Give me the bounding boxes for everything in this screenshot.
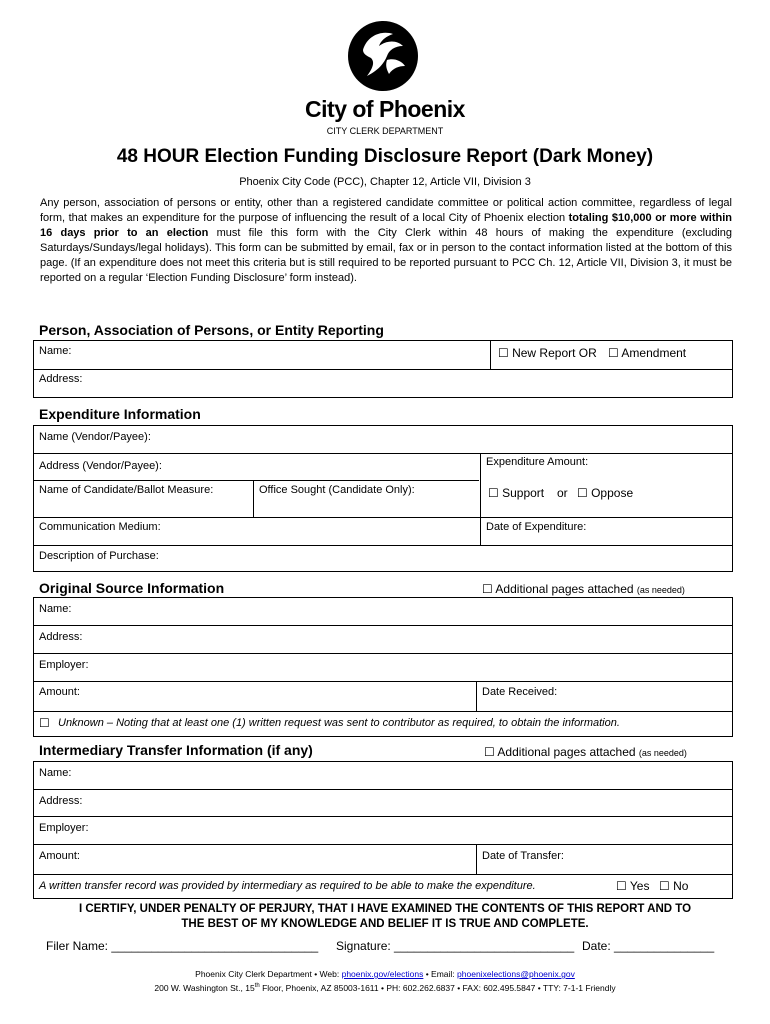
office-sought-label: Office Sought (Candidate Only): — [259, 484, 415, 496]
source-additional-checkbox[interactable]: ☐ Additional pages attached — [482, 582, 634, 596]
intermediary-additional-pages[interactable] — [484, 745, 687, 759]
transfer-yes-checkbox[interactable]: ☐ Yes — [616, 879, 650, 893]
footer-email-link[interactable]: phoenixelections@phoenix.gov — [457, 969, 575, 979]
intermediary-name-label: Name: — [39, 767, 72, 779]
footer-address-b: Floor, Phoenix, AZ 85003-1611 • PH: 602.262.6837 • FAX: 602.495.5847 • TTY: 7-1-1 Friendly — [259, 982, 616, 993]
vendor-address-label: Address (Vendor/Payee): — [39, 460, 162, 472]
expenditure-amount-label: Expenditure Amount: — [486, 456, 589, 468]
expenditure-grid — [33, 425, 733, 572]
intro-text-1: Any person, association of persons or entity, other than a registered candidate committee or political action committee, regardless of legal form, that makes an expenditure for the purpose of influencing the result of a local City of Phoenix election — [40, 197, 732, 225]
purchase-description-label: Description of Purchase: — [39, 550, 159, 562]
vendor-name-label: Name (Vendor/Payee): — [39, 431, 151, 443]
unknown-statement: Unknown – Noting that at least one (1) written request was sent to contributor as required, to obtain the information. — [58, 717, 620, 729]
date-of-transfer-label: Date of Transfer: — [482, 850, 564, 862]
support-checkbox[interactable]: ☐ Support — [488, 486, 545, 500]
support-or-text: or — [557, 486, 568, 500]
section-heading-reporting: Person, Association of Persons, or Entity Reporting — [39, 322, 384, 338]
department-name: CITY CLERK DEPARTMENT — [326, 126, 444, 136]
source-additional-pages[interactable] — [482, 582, 685, 596]
intermediary-amount-label: Amount: — [39, 850, 80, 862]
reporting-name-label: Name: — [39, 345, 72, 357]
source-address-label: Address: — [39, 631, 83, 643]
source-amount-label: Amount: — [39, 686, 80, 698]
source-as-needed-note: (as needed) — [636, 585, 685, 595]
intermediary-address-label: Address: — [39, 795, 83, 807]
footer-contact — [0, 968, 770, 994]
section-heading-expenditure: Expenditure Information — [39, 406, 201, 422]
certification-line-1: I CERTIFY, UNDER PENALTY OF PERJURY, THAT I HAVE EXAMINED THE CONTENTS OF THIS REPORT AND TO — [78, 903, 692, 915]
org-name: City of Phoenix — [305, 96, 465, 122]
reporting-grid — [33, 340, 733, 398]
footer-line-1 — [0, 968, 770, 980]
intermediary-as-needed-note: (as needed) — [638, 748, 687, 758]
oppose-checkbox[interactable]: ☐ Oppose — [577, 486, 634, 500]
page-title: 48 HOUR Election Funding Disclosure Report (Dark Money) — [116, 146, 654, 167]
intro-text-2: must file this form with the City Clerk within 48 hours of making the expenditure (excluding Saturdays/Sundays/legal holidays). This form can be submitted by email, fax or in person to the contact information listed at the bottom of this page. (If an expenditure does not meet this criteria but is still required to be reported pursuant to PCC Ch. 12, Article VII, Division 3, it must be reported on a regular ‘Election Funding Disclosure’ form instead). — [40, 227, 732, 285]
phoenix-bird-logo — [347, 20, 419, 92]
communication-medium-label: Communication Medium: — [39, 521, 161, 533]
original-source-grid — [33, 597, 733, 737]
transfer-record-statement: A written transfer record was provided by intermediary as required to be able to make the expenditure. — [39, 880, 536, 892]
certification-line-2: THE BEST OF MY KNOWLEDGE AND BELIEF IT IS TRUE AND COMPLETE. — [181, 918, 589, 930]
intermediary-additional-checkbox[interactable]: ☐ Additional pages attached — [484, 745, 636, 759]
date-field[interactable]: Date: _______________ — [582, 939, 715, 953]
intro-text-bold: totaling $10,000 or more within 16 days prior to an election — [40, 212, 732, 240]
footer-address-a: 200 W. Washington St., 15 — [154, 982, 255, 993]
footer-address-sup: th — [254, 983, 260, 989]
certification-statement — [0, 902, 770, 932]
signature-field[interactable]: Signature: ___________________________ — [336, 939, 575, 953]
footer-dept-text: Phoenix City Clerk Department • Web: — [195, 969, 342, 979]
footer-line-2 — [0, 980, 770, 994]
page-subtitle: Phoenix City Code (PCC), Chapter 12, Article VII, Division 3 — [239, 176, 531, 188]
footer-email-label: • Email: — [423, 969, 458, 979]
amendment-checkbox[interactable]: ☐ Amendment — [608, 346, 687, 360]
filer-name-field[interactable]: Filer Name: _______________________________ — [46, 939, 319, 953]
source-name-label: Name: — [39, 603, 72, 615]
section-heading-intermediary: Intermediary Transfer Information (if any) — [39, 742, 313, 758]
candidate-measure-label: Name of Candidate/Ballot Measure: — [39, 484, 214, 496]
section-heading-original-source: Original Source Information — [39, 580, 225, 596]
reporting-address-label: Address: — [39, 373, 83, 385]
intermediary-employer-label: Employer: — [39, 822, 89, 834]
intro-paragraph — [40, 196, 732, 287]
transfer-no-checkbox[interactable]: ☐ No — [659, 879, 689, 893]
footer-web-link[interactable]: phoenix.gov/elections — [341, 969, 424, 979]
intermediary-grid — [33, 761, 733, 899]
expenditure-date-label: Date of Expenditure: — [486, 521, 587, 533]
new-report-checkbox[interactable]: ☐ New Report OR — [498, 346, 597, 360]
source-employer-label: Employer: — [39, 659, 89, 671]
unknown-checkbox[interactable]: ☐ — [39, 716, 50, 730]
date-received-label: Date Received: — [482, 686, 558, 698]
